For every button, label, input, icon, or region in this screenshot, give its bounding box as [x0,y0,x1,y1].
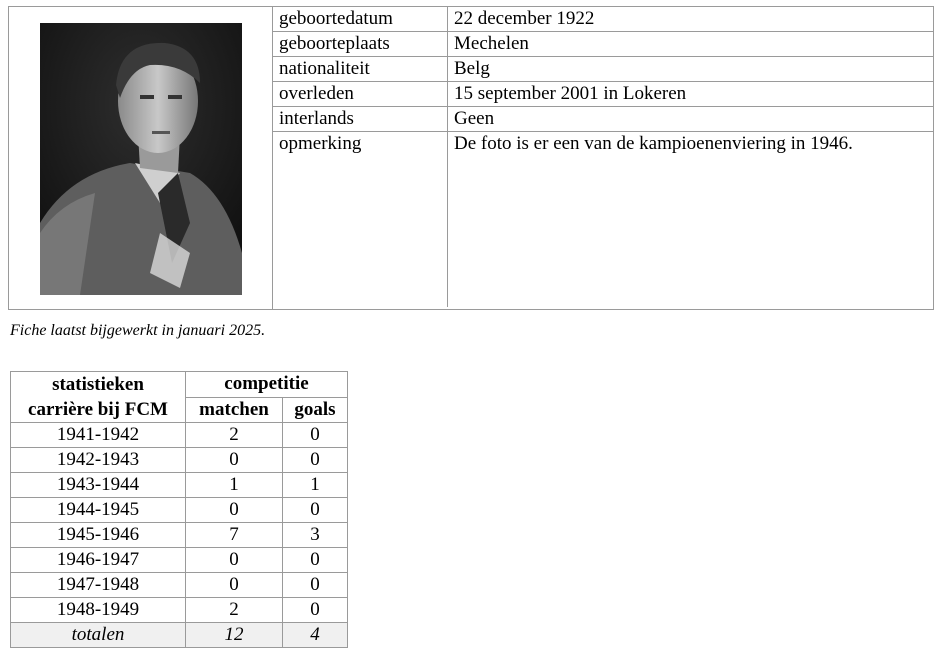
stats-cell-goals: 0 [283,498,348,523]
detail-label: geboortedatum [273,7,448,32]
stats-cell-matches: 2 [186,423,283,448]
player-details-table [273,7,933,307]
stats-cell-matches: 0 [186,573,283,598]
stats-cell-season: 1943-1944 [11,473,186,498]
detail-label: overleden [273,82,448,107]
stats-cell-matches: 0 [186,498,283,523]
goals-header: goals [283,397,348,423]
stats-header-label [11,372,186,423]
portrait-photo-icon [40,23,242,295]
stats-cell-matches: 0 [186,548,283,573]
detail-row-caps [273,107,933,132]
stats-cell-matches: 7 [186,523,283,548]
detail-value: Belg [448,57,934,82]
stats-cell-goals: 0 [283,573,348,598]
detail-label: interlands [273,107,448,132]
stats-cell-season: 1941-1942 [11,423,186,448]
detail-value: 15 september 2001 in Lokeren [448,82,934,107]
stats-cell-goals: 0 [283,548,348,573]
detail-row-died [273,82,933,107]
detail-value: Geen [448,107,934,132]
table-row [11,448,348,473]
player-info-card [8,6,934,310]
stats-cell-matches: 0 [186,448,283,473]
totals-matches: 12 [186,623,283,648]
detail-value: Mechelen [448,32,934,57]
detail-value: De foto is er een van de kampioenenviering in 1946. [454,133,853,154]
table-row [11,523,348,548]
stats-header-line1: statistieken [52,374,144,395]
last-updated-note: Fiche laatst bijgewerkt in januari 2025. [10,322,266,339]
player-photo [40,23,242,295]
detail-label: nationaliteit [273,57,448,82]
stats-cell-goals: 0 [283,598,348,623]
stats-cell-goals: 1 [283,473,348,498]
stats-cell-goals: 0 [283,423,348,448]
table-row [11,473,348,498]
stats-cell-season: 1948-1949 [11,598,186,623]
photo-cell [9,7,273,309]
stats-cell-goals: 3 [283,523,348,548]
table-row [11,498,348,523]
stats-cell-matches: 1 [186,473,283,498]
totals-goals: 4 [283,623,348,648]
table-row [11,598,348,623]
stats-cell-season: 1944-1945 [11,498,186,523]
table-row [11,548,348,573]
stats-cell-season: 1942-1943 [11,448,186,473]
stats-cell-season: 1946-1947 [11,548,186,573]
stats-cell-matches: 2 [186,598,283,623]
career-stats-table [10,371,348,648]
detail-value: 22 december 1922 [448,7,934,32]
detail-label: opmerking [273,132,448,308]
stats-cell-goals: 0 [283,448,348,473]
table-row [11,573,348,598]
stats-cell-season: 1945-1946 [11,523,186,548]
detail-row-remark [273,132,933,308]
detail-row-birthdate [273,7,933,32]
stats-header-line2: carrière bij FCM [28,399,168,420]
matches-header: matchen [186,397,283,423]
stats-cell-season: 1947-1948 [11,573,186,598]
detail-row-birthplace [273,32,933,57]
totals-label: totalen [11,623,186,648]
detail-row-nationality [273,57,933,82]
table-row [11,423,348,448]
totals-row [11,623,348,648]
detail-label: geboorteplaats [273,32,448,57]
competition-header: competitie [186,372,348,398]
